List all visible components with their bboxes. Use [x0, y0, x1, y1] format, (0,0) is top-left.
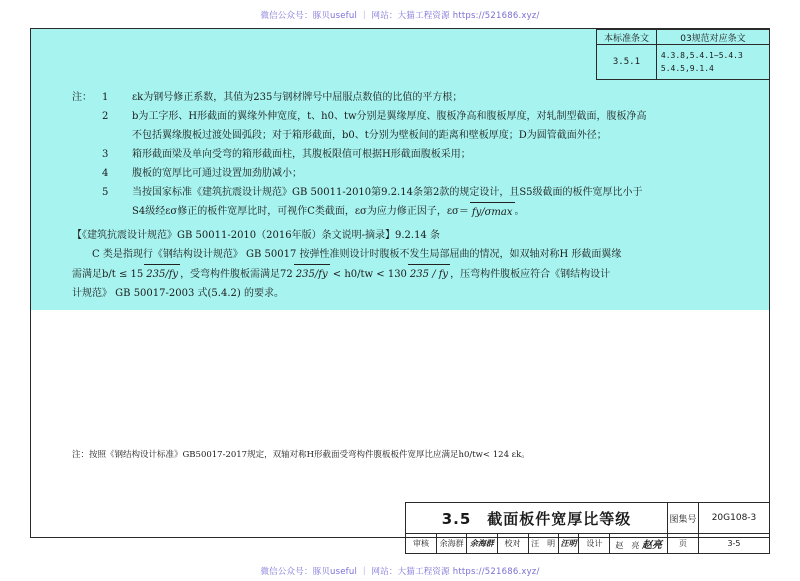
note-text: 箱形截面梁及单向受弯的箱形截面柱，其腹板限值可根据H形截面腹板采用；: [132, 149, 471, 160]
design-name-signature: [610, 534, 668, 554]
formula-text: ，压弯构件腹板应符合《钢结构设计: [450, 269, 611, 280]
atlas-number: 20G108-3: [699, 503, 770, 534]
design-signature: 赵亮: [641, 540, 662, 551]
review-name: 余海群: [437, 534, 467, 554]
note-item-continuation: [72, 202, 712, 222]
explanation-line-1: C 类是指现行《钢结构设计规范》 GB 50017 按弹性准则设计时腹板不发生局部屈曲的情况，如双轴对称H 形截面翼缘: [92, 249, 622, 260]
note-text-end: 。: [514, 206, 525, 217]
note-number: 2: [102, 111, 109, 122]
note-number: [102, 126, 132, 145]
note-item: [72, 183, 712, 202]
formula-text: 需满足b/t ≤ 15: [72, 269, 144, 280]
review-signature: 余海群: [467, 534, 497, 554]
check-signature: 汪明: [558, 534, 579, 554]
check-name: 汪 明: [528, 534, 558, 554]
note-item: [72, 145, 712, 164]
ref-clause: 3.5.1: [597, 45, 657, 80]
drawing-title: 3.5 截面板件宽厚比等级: [406, 503, 668, 534]
page-label: 页: [668, 534, 699, 554]
note-item: [72, 88, 712, 107]
page-number: 3-5: [699, 534, 770, 554]
sqrt-formula: 235 / fy: [408, 264, 450, 284]
sqrt-formula: fy/σmax: [470, 202, 515, 222]
note-number: 4: [102, 168, 109, 179]
note-text: 腹板的宽厚比可通过设置加劲肋减小；: [132, 168, 302, 179]
title-block: [405, 502, 770, 554]
note-item: [72, 164, 712, 183]
note-number: 1: [102, 92, 109, 103]
note-text: b为工字形、H形截面的翼缘外伸宽度，t、h0、tw分别是翼缘厚度、腹板净高和腹板厚度，对轧制型截面，腹板净高: [132, 111, 647, 122]
explanation-line-3: 计规范》 GB 50017-2003 式(5.4.2) 的要求。: [72, 288, 284, 299]
note-item: [72, 107, 712, 126]
check-label: 校对: [497, 534, 528, 554]
sqrt-formula: 235/fy: [144, 264, 180, 284]
explanation-line-2: [72, 264, 712, 284]
note-number: 5: [102, 187, 109, 198]
bottom-note: 注：按照《钢结构设计标准》GB50017-2017规定，双轴对称H形截面受弯构件腹板板件宽厚比应满足h0/tw< 124 εk。: [72, 450, 530, 460]
review-label: 审核: [406, 534, 437, 554]
watermark-bottom: 微信公众号：豚贝useful ｜ 网站：大猫工程资源 https://521686.xyz/: [260, 567, 540, 577]
design-label: 设计: [579, 534, 610, 554]
notes-section: [72, 88, 712, 222]
ref-clauses-03: [656, 45, 769, 80]
note-item: [72, 126, 712, 145]
sqrt-formula: 235/fy: [294, 264, 330, 284]
ref-col2-header: 03规范对应条文: [656, 30, 769, 45]
notes-lead: 注：: [72, 92, 92, 103]
note-number: 3: [102, 149, 109, 160]
watermark-top: 微信公众号：豚贝useful ｜ 网站：大猫工程资源 https://521686.xyz/: [260, 11, 540, 21]
explanation-section: [72, 226, 712, 303]
formula-text: < h0/tw < 130: [329, 269, 407, 280]
ref-col1-header: 本标准条文: [597, 30, 657, 45]
explanation-heading: 【《建筑抗震设计规范》GB 50011-2010（2016年版）条文说明-摘录】9.2.14 条: [72, 230, 440, 241]
note-text: S4级经εσ修正的板件宽厚比时，可视作C类截面，εσ为应力修正因子，εσ＝: [132, 206, 469, 217]
atlas-label: 图集号: [668, 503, 699, 534]
design-name: 赵 亮: [615, 541, 640, 550]
ref-line-2: 5.4.5,9.1.4: [660, 64, 714, 73]
reference-table: [596, 29, 770, 80]
note-text: 当按国家标准《建筑抗震设计规范》GB 50011-2010第9.2.14条第2款的规定设计，且S5级截面的板件宽厚比小于: [132, 187, 643, 198]
ref-line-1: 4.3.8,5.4.1~5.4.3: [660, 51, 743, 60]
note-text: εk为钢号修正系数，其值为235与钢材牌号中屈服点数值的比值的平方根；: [132, 92, 463, 103]
note-text: 不包括翼缘腹板过渡处圆弧段；对于箱形截面，b0、t分别为壁板间的距离和壁板厚度；D为圆管截面外径；: [132, 130, 607, 141]
formula-text: ，受弯构件腹板需满足72: [180, 269, 293, 280]
